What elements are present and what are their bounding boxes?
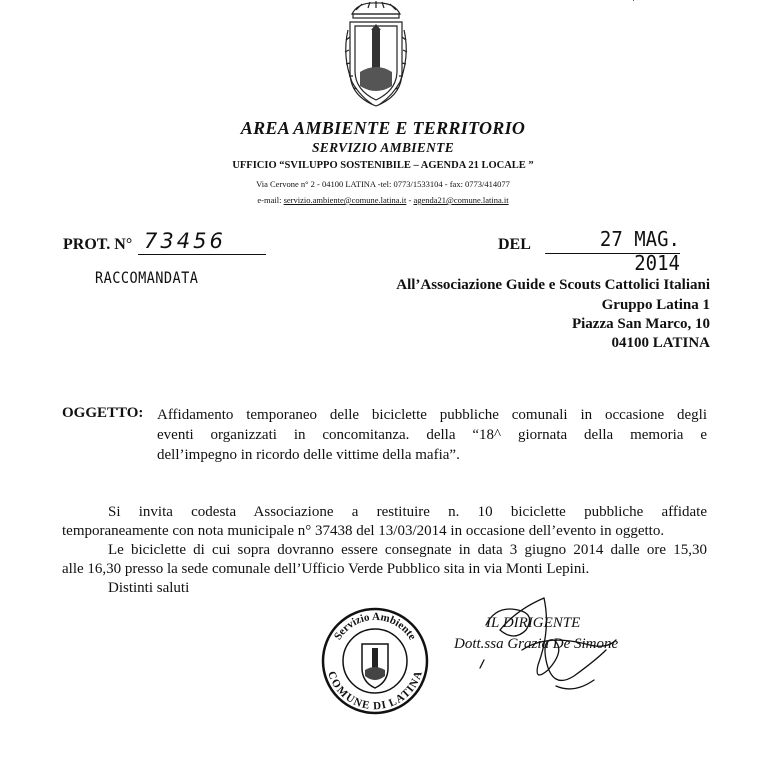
recipient-line-3: Piazza San Marco, 10 — [571, 316, 710, 332]
recipient-line-4: 04100 LATINA — [611, 335, 710, 351]
body-p1-line2: temporaneamente con nota municipale n° 37438 del 13/03/2014 in occasione dell’evento in oggetto. — [62, 523, 665, 539]
body-p2-line1: Le biciclette di cui sopra dovranno essere consegnate in data 3 giugno 2014 dalle ore 15,30 — [108, 542, 707, 558]
service-title: SERVIZIO AMBIENTE — [311, 140, 455, 155]
email-prefix: e-mail: — [257, 195, 282, 205]
mail-type-stamp: RACCOMANDATA — [95, 268, 199, 287]
svg-text:Servizio Ambiente — [332, 611, 418, 642]
subject-line-3: dell’impegno in ricordo delle vittime della mafia”. — [157, 447, 460, 463]
subject-text — [157, 405, 707, 465]
subject-line-1: Affidamento temporaneo delle biciclette pubbliche comunali in occasione degli — [157, 407, 707, 423]
stamp-bottom-text: COMUNE DI LATINA — [325, 669, 425, 713]
email-separator: - — [406, 195, 414, 205]
office-title: UFFICIO “SVILUPPO SOSTENIBILE – AGENDA 21 LOCALE ” — [232, 160, 534, 171]
date-label: DEL — [498, 236, 531, 253]
email-link-agenda21[interactable]: agenda21@comune.latina.it — [413, 195, 509, 205]
body-p2-line2: alle 16,30 presso la sede comunale dell’Ufficio Verde Pubblico sita in via Monti Lepini. — [62, 561, 590, 577]
protocol-label: PROT. N° — [63, 236, 133, 253]
subject-label: OGGETTO: — [62, 405, 144, 421]
signatory-name: Dott.ssa Grazia De Simone — [454, 636, 619, 652]
subject-line-2: eventi organizzati in concomitanza. della “18^ giornata della memoria e — [157, 427, 707, 443]
official-stamp — [320, 606, 430, 716]
area-title: AREA AMBIENTE E TERRITORIO — [240, 118, 526, 138]
stamp-top-text: Servizio Ambiente — [331, 610, 419, 643]
closing-greeting: Distinti saluti — [108, 580, 190, 596]
signatory-title: IL DIRIGENTE — [486, 615, 581, 631]
body-p1-line1: Si invita codesta Associazione a restituire n. 10 biciclette pubbliche affidate — [108, 504, 707, 520]
protocol-number: 73456 — [138, 229, 266, 255]
contact-line: Via Cervone n° 2 - 04100 LATINA -tel: 0773/1533104 - fax: 0773/414077 — [256, 179, 510, 189]
email-link-ambiente[interactable]: servizio.ambiente@comune.latina.it — [283, 195, 407, 205]
recipient-line-1: All’Associazione Guide e Scouts Cattolici Italiani — [396, 277, 710, 293]
file-reference — [540, 0, 683, 1]
date-value: 27 MAG. 2014 — [545, 227, 680, 254]
email-line — [0, 195, 766, 205]
recipient-line-2: Gruppo Latina 1 — [601, 297, 710, 313]
city-crest-emblem — [338, 0, 414, 112]
